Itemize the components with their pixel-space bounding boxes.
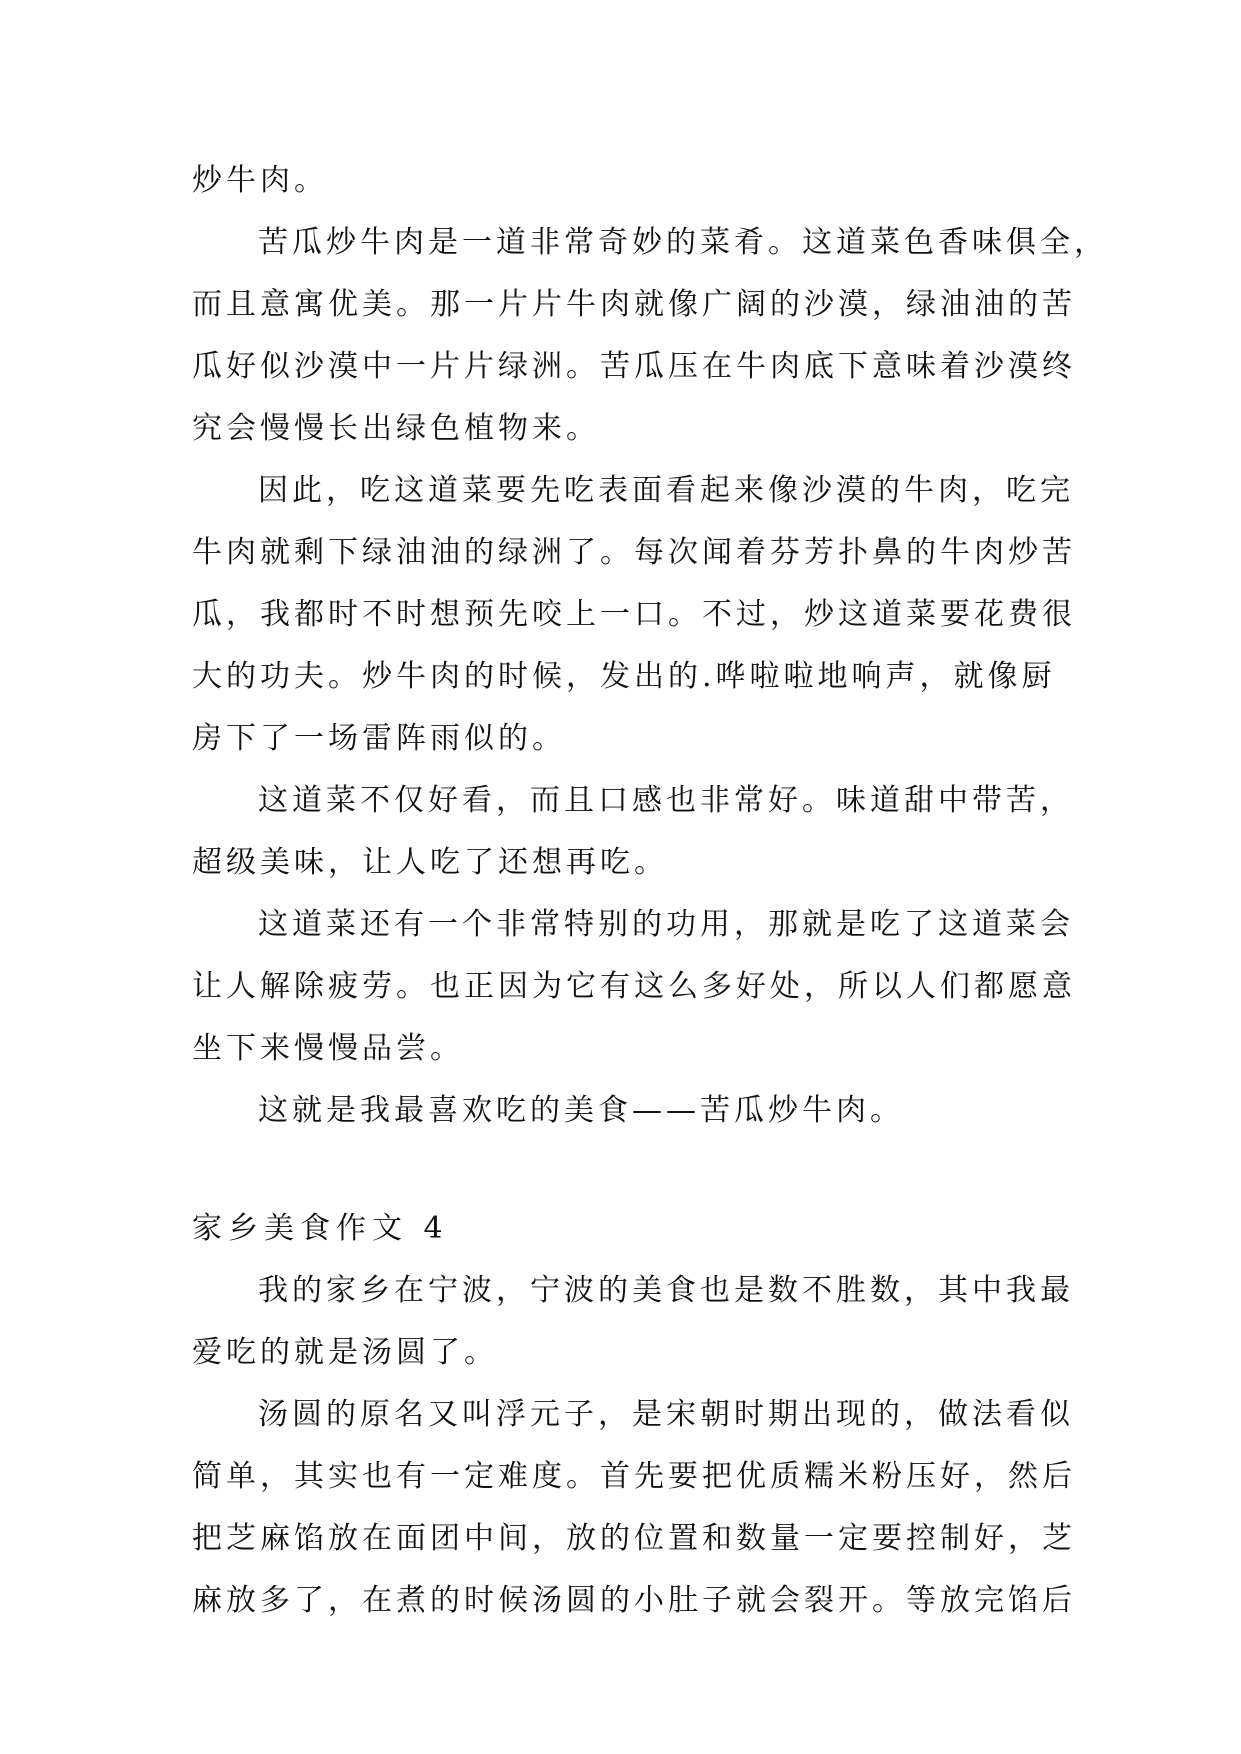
paragraph-line: 大的功夫。炒牛肉的时候，发出的.哗啦啦地响声，就像厨	[192, 659, 1056, 694]
paragraph-line: 牛肉就剩下绿油油的绿洲了。每次闻着芬芳扑鼻的牛肉炒苦	[192, 535, 1076, 570]
paragraph-line: 我的家乡在宁波，宁波的美食也是数不胜数，其中我最	[258, 1273, 1074, 1308]
paragraph-line: 把芝麻馅放在面团中间，放的位置和数量一定要控制好，芝	[192, 1521, 1076, 1556]
paragraph-line: 汤圆的原名又叫浮元子，是宋朝时期出现的，做法看似	[258, 1397, 1074, 1432]
paragraph-line: 究会慢慢长出绿色植物来。	[192, 411, 600, 446]
paragraph-line: 让人解除疲劳。也正因为它有这么多好处，所以人们都愿意	[192, 969, 1076, 1004]
paragraph-line: 而且意寓优美。那一片片牛肉就像广阔的沙漠，绿油油的苦	[192, 287, 1076, 322]
paragraph-line: 爱吃的就是汤圆了。	[192, 1335, 498, 1370]
paragraph-line: 这道菜不仅好看，而且口感也非常好。味道甜中带苦，	[258, 783, 1074, 818]
paragraph-line: 苦瓜炒牛肉是一道非常奇妙的菜肴。这道菜色香味俱全，	[258, 225, 1108, 260]
paragraph-line: 麻放多了，在煮的时候汤圆的小肚子就会裂开。等放完馅后	[192, 1583, 1076, 1618]
paragraph-line: 超级美味，让人吃了还想再吃。	[192, 845, 668, 880]
paragraph-line: 这道菜还有一个非常特别的功用，那就是吃了这道菜会	[258, 907, 1074, 942]
paragraph-line: 房下了一场雷阵雨似的。	[192, 721, 566, 756]
section-heading: 家乡美食作文 4	[192, 1211, 449, 1246]
paragraph-line: 简单，其实也有一定难度。首先要把优质糯米粉压好，然后	[192, 1459, 1076, 1494]
paragraph-line: 瓜，我都时不时想预先咬上一口。不过，炒这道菜要花费很	[192, 597, 1076, 632]
paragraph-line: 炒牛肉。	[192, 163, 328, 198]
document-body	[192, 150, 1108, 1632]
paragraph-line: 坐下来慢慢品尝。	[192, 1031, 464, 1066]
paragraph-line: 这就是我最喜欢吃的美食——苦瓜炒牛肉。	[258, 1093, 904, 1128]
paragraph-line: 因此，吃这道菜要先吃表面看起来像沙漠的牛肉，吃完	[258, 473, 1074, 508]
paragraph-line: 瓜好似沙漠中一片片绿洲。苦瓜压在牛肉底下意味着沙漠终	[192, 349, 1076, 384]
section-spacer	[192, 1142, 1092, 1198]
